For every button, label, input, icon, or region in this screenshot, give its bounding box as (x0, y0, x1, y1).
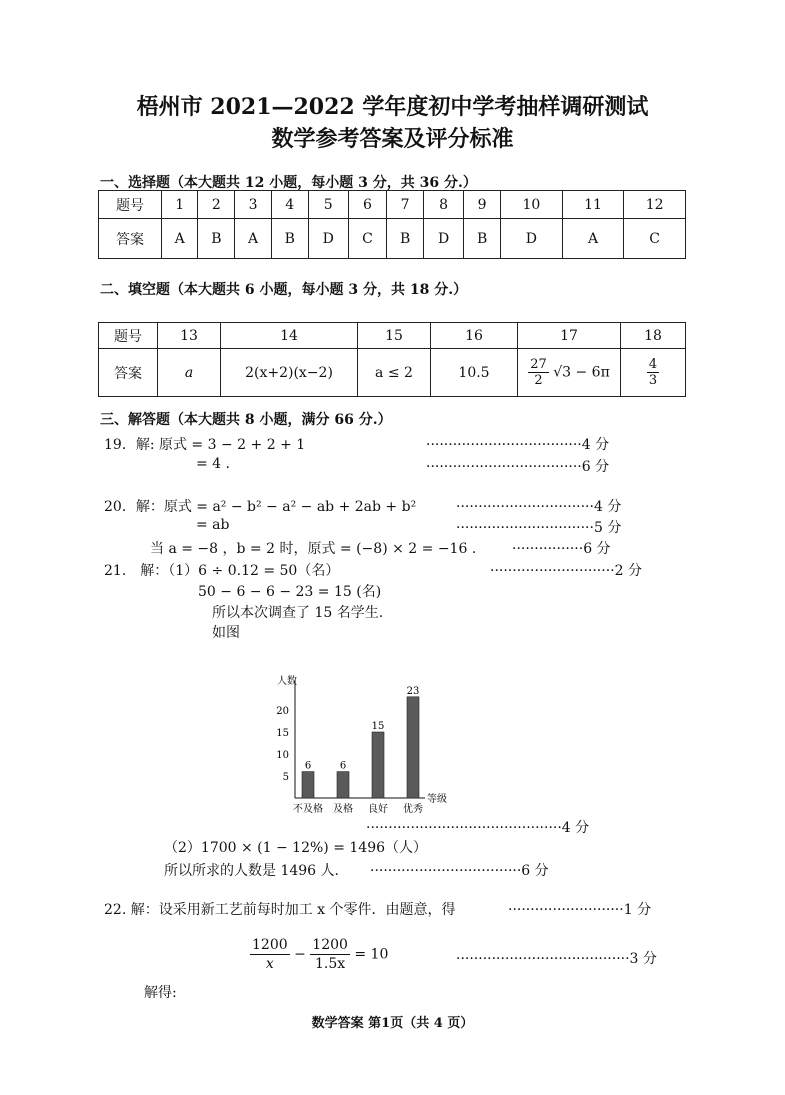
q19-line1: 19．解: 原式 = 3 − 2 + 2 + 1 (104, 437, 306, 453)
x-tick-label: 良好 (368, 804, 388, 815)
table-cell: C (624, 219, 686, 259)
minus-sign: − (294, 946, 306, 963)
q20-line3: 当 a = −8 ，b = 2 时，原式 = (−8) × 2 = −16 . (150, 541, 477, 557)
q21-score3: ··································6 分 (370, 863, 549, 879)
table-cell: 10 (501, 191, 563, 219)
table-cell: 3 (235, 191, 271, 219)
y-tick-label: 15 (276, 728, 289, 739)
table-cell: 13 (158, 323, 221, 349)
table-cell: D (424, 219, 464, 259)
table-cell: 1 (162, 191, 198, 219)
table-cell: A (162, 219, 198, 259)
fraction (647, 357, 659, 388)
table-cell: B (271, 219, 308, 259)
q22-score2: ·······································3 分 (456, 951, 657, 967)
table-cell: 11 (562, 191, 624, 219)
x-tick-label: 优秀 (403, 804, 423, 815)
table-cell: 5 (308, 191, 348, 219)
table-cell: B (464, 219, 501, 259)
table-cell: 2(x+2)(x−2) (221, 349, 358, 397)
fraction (250, 936, 290, 973)
fraction-numerator: 1200 (252, 937, 288, 953)
table-cell: A (562, 219, 624, 259)
q19-score2: ···································6 分 (426, 459, 610, 475)
q20-score3: ················6 分 (512, 541, 611, 557)
table-cell: 7 (387, 191, 424, 219)
table-cell: 18 (621, 323, 686, 349)
x-tick-label: 不及格 (293, 804, 323, 815)
table-cell: 4 (271, 191, 308, 219)
bar (372, 732, 384, 798)
q19-line2: = 4 . (196, 456, 230, 472)
q21-line2: 50 − 6 − 6 − 23 = 15 (名) (198, 584, 382, 600)
page-title: 梧州市 2021—2022 学年度初中学考抽样调研测试 (136, 94, 649, 120)
q19-score1: ···································4 分 (426, 437, 610, 453)
q22-solve: 解得: (144, 985, 177, 1001)
table-cell: 15 (358, 323, 431, 349)
fraction-denominator: 1.5x (315, 956, 346, 972)
fraction-denominator: 2 (534, 373, 543, 388)
table-cell: D (501, 219, 563, 259)
q21-part2: （2）1700 × (1 − 12%) = 1496（人） (164, 840, 428, 856)
row-label-question: 题号 (99, 323, 158, 349)
fraction-denominator: x (265, 956, 274, 972)
table-cell: A (235, 219, 271, 259)
fraction-denominator: 3 (648, 373, 658, 388)
y-tick-label: 20 (276, 706, 289, 717)
q17-rest: √3 − 6π (553, 364, 610, 381)
table-cell: 9 (464, 191, 501, 219)
section2-heading: 二、填空题（本大题共 6 小题，每小题 3 分，共 18 分.） (100, 282, 468, 298)
bar (407, 697, 419, 798)
section1-table (98, 190, 686, 259)
bar-value-label: 23 (406, 685, 420, 697)
row-label-answer: 答案 (99, 219, 162, 259)
q22-line1: 22. 解：设采用新工艺前每时加工 x 个零件．由题意，得 (104, 902, 456, 918)
table-cell-q18 (621, 349, 686, 397)
q21-part2-conclusion: 所以所求的人数是 1496 人. (164, 863, 339, 879)
q21-line1: 21. 解：（1）6 ÷ 0.12 = 50（名） (104, 563, 340, 579)
table-cell: 16 (431, 323, 518, 349)
table-cell: 14 (221, 323, 358, 349)
q20-score1: ·······························4 分 (456, 499, 622, 515)
table-cell: 12 (624, 191, 686, 219)
row-label-question: 题号 (99, 191, 162, 219)
x-axis-label: 等级 (427, 794, 447, 805)
y-axis-label: 人数 (277, 676, 297, 687)
bar-chart (250, 672, 470, 822)
fraction (528, 357, 549, 388)
q21-line3: 所以本次调查了 15 名学生. (212, 605, 384, 621)
table-cell: B (387, 219, 424, 259)
table-cell-q17 (518, 349, 621, 397)
table-cell: D (308, 219, 348, 259)
table-cell: C (348, 219, 386, 259)
equation-rest: = 10 (354, 946, 389, 963)
fraction-numerator: 1200 (312, 937, 348, 953)
y-tick-label: 5 (282, 772, 289, 783)
table-cell: 2 (198, 191, 235, 219)
fraction (310, 936, 350, 973)
bar-value-label: 6 (339, 760, 347, 772)
fraction-numerator: 4 (648, 357, 658, 372)
table-cell: 17 (518, 323, 621, 349)
q22-score1: ··························1 分 (508, 902, 652, 918)
footer: 数学答案 第1页（共 4 页） (311, 1016, 474, 1031)
table-cell: 6 (348, 191, 386, 219)
page-subtitle: 数学参考答案及评分标准 (271, 126, 514, 152)
bar-value-label: 6 (304, 760, 312, 772)
table-cell: 10.5 (431, 349, 518, 397)
section2-table (98, 322, 686, 397)
table-cell: a ≤ 2 (358, 349, 431, 397)
table-cell: a (158, 349, 221, 397)
q22-equation (250, 936, 388, 973)
bar-value-label: 15 (371, 721, 385, 732)
q21-line4: 如图 (212, 625, 240, 641)
table-cell: 8 (424, 191, 464, 219)
q20-line1: 20．解：原式 = a² − b² − a² − ab + 2ab + b² (104, 499, 417, 515)
x-tick-label: 及格 (333, 804, 353, 815)
section3-heading: 三、解答题（本大题共 8 小题，满分 66 分.） (100, 412, 392, 428)
fraction-numerator: 27 (530, 357, 547, 372)
q21-score2: ············································4 分 (366, 820, 590, 836)
bar (337, 772, 349, 798)
q21-score1: ····························2 分 (490, 563, 642, 579)
y-tick-label: 10 (276, 750, 289, 761)
row-label-answer: 答案 (99, 349, 158, 397)
q20-line2: = ab (196, 517, 230, 533)
table-cell: B (198, 219, 235, 259)
q20-score2: ·······························5 分 (456, 520, 622, 536)
section1-heading: 一、选择题（本大题共 12 小题，每小题 3 分，共 36 分.） (100, 175, 477, 191)
bar (302, 772, 314, 798)
